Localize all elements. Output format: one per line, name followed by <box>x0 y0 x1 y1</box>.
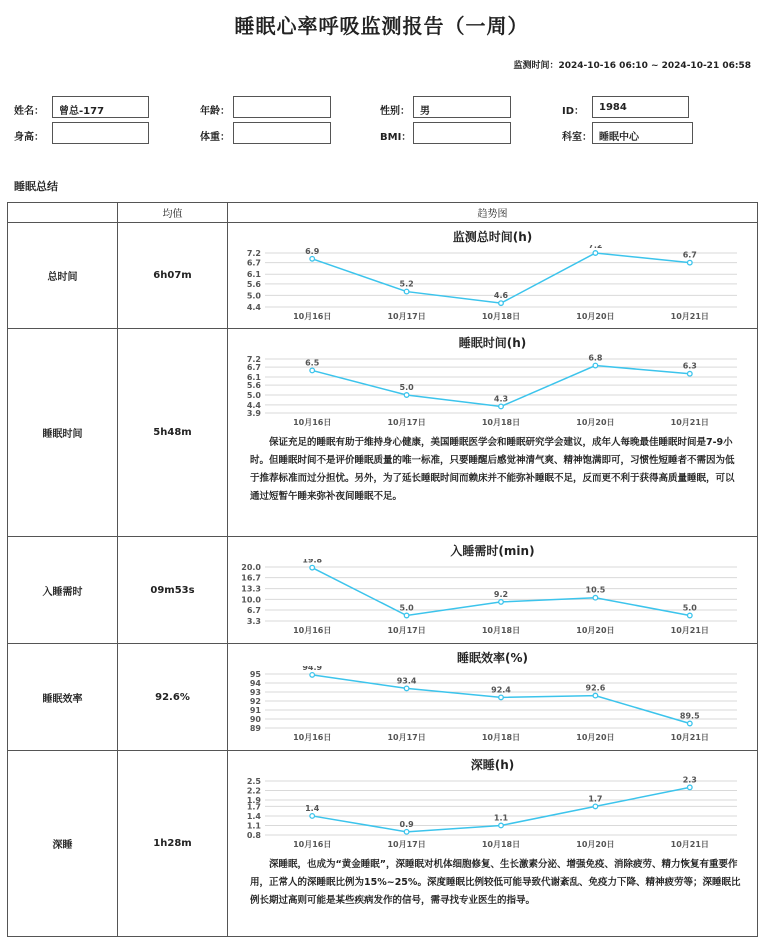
data-label: 9.2 <box>493 589 508 599</box>
x-tick-label: 10月21日 <box>670 840 709 849</box>
x-tick-label: 10月18日 <box>481 312 520 321</box>
y-tick-label: 0.8 <box>246 831 261 840</box>
x-tick-label: 10月21日 <box>670 733 709 742</box>
data-label: 7.2 <box>587 245 602 250</box>
id-field[interactable]: 1984 <box>592 96 689 118</box>
y-tick-label: 91 <box>249 706 261 715</box>
x-tick-label: 10月20日 <box>575 840 615 849</box>
total-time-chart <box>229 245 757 325</box>
data-point <box>687 371 692 376</box>
metric-mean: 5h48m <box>118 329 228 537</box>
x-tick-label: 10月16日 <box>292 733 331 742</box>
x-tick-label: 10月21日 <box>670 418 709 427</box>
y-tick-label: 20.0 <box>240 563 261 572</box>
department-label: 科室： <box>562 132 592 143</box>
y-tick-label: 7.2 <box>246 249 261 258</box>
y-tick-label: 95 <box>249 670 261 679</box>
metric-mean: 6h07m <box>118 223 228 329</box>
metric-label: 总时间 <box>8 223 118 329</box>
y-tick-label: 89 <box>249 724 261 733</box>
x-tick-label: 10月16日 <box>292 840 331 849</box>
data-label: 6.8 <box>587 353 602 363</box>
report-title: 睡眠心率呼吸监测报告（一周） <box>234 14 529 38</box>
data-point <box>404 393 409 398</box>
data-point <box>593 251 598 256</box>
x-tick-label: 10月20日 <box>575 733 615 742</box>
gender-label: 性别： <box>380 106 410 117</box>
header-trend: 趋势图 <box>228 203 758 223</box>
y-tick-label: 3.3 <box>246 617 261 626</box>
bmi-field[interactable] <box>413 122 511 144</box>
data-label: 5.0 <box>399 383 414 392</box>
x-tick-label: 10月18日 <box>481 840 520 849</box>
x-tick-label: 10月16日 <box>292 626 331 635</box>
y-tick-label: 6.1 <box>246 373 261 382</box>
metric-label: 睡眠效率 <box>8 644 118 751</box>
y-tick-label: 5.0 <box>246 291 261 301</box>
data-point <box>309 256 314 261</box>
data-point <box>687 785 692 790</box>
data-point <box>309 368 314 373</box>
y-tick-label: 1.1 <box>246 821 261 831</box>
y-tick-label: 5.6 <box>246 279 261 289</box>
data-label: 92.6 <box>585 683 605 693</box>
y-tick-label: 4.4 <box>246 400 261 410</box>
row-sleep-time <box>8 329 758 537</box>
metric-mean: 09m53s <box>118 537 228 644</box>
data-point <box>593 693 598 698</box>
y-tick-label: 3.9 <box>246 409 261 418</box>
data-point <box>404 686 409 691</box>
data-label: 6.9 <box>304 246 319 256</box>
y-tick-label: 13.3 <box>240 584 261 594</box>
data-point <box>593 363 598 368</box>
data-point <box>404 830 409 835</box>
x-tick-label: 10月17日 <box>386 626 426 635</box>
x-tick-label: 10月17日 <box>386 418 426 427</box>
data-label: 89.5 <box>679 711 700 721</box>
sleep-time-description: 保证充足的睡眠有助于维持身心健康，美国睡眠医学会和睡眠研究学会建议，成年人每晚最佳睡眠时间是7-9小时。但睡眠时间不是评价睡眠质量的唯一标准，只要睡醒后感觉神清气爽、精神饱满即可，习惯性短睡者不需因为低于推荐标准而过分担忧。另外，为了延长睡眠时间而赖床并不能弥补睡眠不足，反而更不利于获得高质量睡眠，可以通过短暂午睡来弥补夜间睡眠不足。 <box>250 437 735 502</box>
weight-field[interactable] <box>233 122 331 144</box>
deep-sleep-description: 深睡眠，也成为“黄金睡眠”，深睡眠对机体细胞修复、生长激素分泌、增强免疫、消除疲劳、精力恢复有重要作用，正常人的深睡眠比例为15%~25%。深度睡眠比例较低可能导致代谢紊乱、免疫力下降、精神疲劳等；深睡眠比例长期过高则可能是某些疾病发作的信号，需寻找专业医生的指导。 <box>250 859 741 906</box>
data-point <box>404 289 409 294</box>
data-label: 0.9 <box>399 819 414 829</box>
x-tick-label: 10月17日 <box>386 312 426 321</box>
data-label: 5.0 <box>682 603 697 613</box>
data-label: 6.7 <box>682 250 697 260</box>
height-label: 身高： <box>14 132 44 143</box>
header-mean: 均值 <box>118 203 228 223</box>
x-tick-label: 10月16日 <box>292 418 331 427</box>
data-point <box>309 565 314 570</box>
y-tick-label: 1.9 <box>246 796 261 806</box>
data-label: 5.2 <box>399 279 414 289</box>
data-label: 6.3 <box>682 361 697 371</box>
data-label: 94.9 <box>301 666 322 672</box>
metric-label: 深睡 <box>8 751 118 937</box>
y-tick-label: 6.7 <box>246 363 261 373</box>
data-point <box>687 613 692 618</box>
sleep-summary-title: 睡眠总结 <box>14 180 58 193</box>
gender-field[interactable]: 男 <box>413 96 511 118</box>
x-tick-label: 10月21日 <box>670 626 709 635</box>
row-deep-sleep <box>8 751 758 937</box>
y-tick-label: 2.2 <box>246 786 261 796</box>
data-point <box>404 613 409 618</box>
y-tick-label: 1.7 <box>246 802 261 812</box>
sleep-summary-table <box>7 202 758 937</box>
data-point <box>498 600 503 605</box>
data-point <box>593 804 598 809</box>
x-tick-label: 10月21日 <box>670 312 709 321</box>
x-tick-label: 10月20日 <box>575 312 615 321</box>
age-label: 年龄： <box>200 106 230 117</box>
y-tick-label: 94 <box>249 679 261 688</box>
trend-cell <box>228 223 758 329</box>
y-tick-label: 6.7 <box>246 258 261 268</box>
row-sleep-latency <box>8 537 758 644</box>
x-tick-label: 10月18日 <box>481 418 520 427</box>
data-point <box>309 673 314 678</box>
data-label: 5.0 <box>399 603 414 613</box>
x-tick-label: 10月17日 <box>386 840 426 849</box>
x-tick-label: 10月17日 <box>386 733 426 742</box>
age-field[interactable] <box>233 96 331 118</box>
weight-label: 体重： <box>200 132 230 143</box>
data-label: 4.3 <box>493 394 508 404</box>
data-point <box>593 595 598 600</box>
trend-cell <box>228 751 758 937</box>
x-tick-label: 10月20日 <box>575 626 615 635</box>
y-tick-label: 90 <box>249 715 261 724</box>
data-point <box>687 721 692 726</box>
bmi-label: BMI： <box>380 132 412 143</box>
y-tick-label: 1.4 <box>246 811 261 821</box>
data-point <box>498 301 503 306</box>
metric-mean: 92.6% <box>118 644 228 751</box>
data-label: 1.1 <box>493 813 508 823</box>
y-tick-label: 4.4 <box>246 303 261 312</box>
trend-cell <box>228 644 758 751</box>
chart-title: 睡眠时间(h) <box>458 336 527 350</box>
y-tick-label: 7.2 <box>246 355 261 364</box>
data-label: 10.5 <box>585 585 605 595</box>
y-tick-label: 16.7 <box>240 573 261 583</box>
trend-cell <box>228 329 758 537</box>
data-label: 4.6 <box>493 291 508 301</box>
chart-title: 入睡需时(min) <box>450 544 535 558</box>
sleep-latency-chart <box>229 559 757 639</box>
data-label: 2.3 <box>682 775 697 785</box>
x-tick-label: 10月18日 <box>481 733 520 742</box>
y-tick-label: 92 <box>249 697 261 706</box>
monitoring-time-range: 监测时间：2024-10-16 06:10 ~ 2024-10-21 06:58 <box>513 61 751 71</box>
row-sleep-efficiency <box>8 644 758 751</box>
metric-mean: 1h28m <box>118 751 228 937</box>
data-point <box>687 260 692 265</box>
name-field[interactable]: 曾总-177 <box>52 96 149 118</box>
chart-title: 监测总时间(h) <box>452 230 533 244</box>
sleep-efficiency-chart <box>229 666 757 746</box>
y-tick-label: 10.0 <box>240 595 261 605</box>
data-label: 19.8 <box>301 559 322 565</box>
header-metric <box>8 203 118 223</box>
metric-label: 入睡需时 <box>8 537 118 644</box>
trend-cell <box>228 537 758 644</box>
data-point <box>309 814 314 819</box>
sleep-time-chart <box>229 351 757 431</box>
y-tick-label: 6.1 <box>246 270 261 280</box>
chart-title: 睡眠效率(%) <box>457 651 528 665</box>
x-tick-label: 10月16日 <box>292 312 331 321</box>
data-point <box>498 695 503 700</box>
x-tick-label: 10月18日 <box>481 626 520 635</box>
y-tick-label: 6.7 <box>246 606 261 616</box>
data-point <box>498 823 503 828</box>
id-label: ID： <box>562 106 585 117</box>
name-label: 姓名： <box>14 106 44 117</box>
y-tick-label: 5.6 <box>246 381 261 391</box>
data-label: 6.5 <box>304 358 319 368</box>
data-label: 92.4 <box>490 685 511 695</box>
data-point <box>498 404 503 409</box>
y-tick-label: 5.0 <box>246 391 261 400</box>
y-tick-label: 93 <box>249 688 261 697</box>
metric-label: 睡眠时间 <box>8 329 118 537</box>
chart-title: 深睡(h) <box>470 758 515 772</box>
data-label: 1.4 <box>304 803 319 813</box>
data-label: 1.7 <box>587 794 602 804</box>
x-tick-label: 10月20日 <box>575 418 615 427</box>
department-field[interactable]: 睡眠中心 <box>592 122 693 144</box>
row-total-time <box>8 223 758 329</box>
height-field[interactable] <box>52 122 149 144</box>
deep-sleep-chart <box>229 773 757 853</box>
data-label: 93.4 <box>396 676 416 686</box>
y-tick-label: 2.5 <box>246 777 261 786</box>
